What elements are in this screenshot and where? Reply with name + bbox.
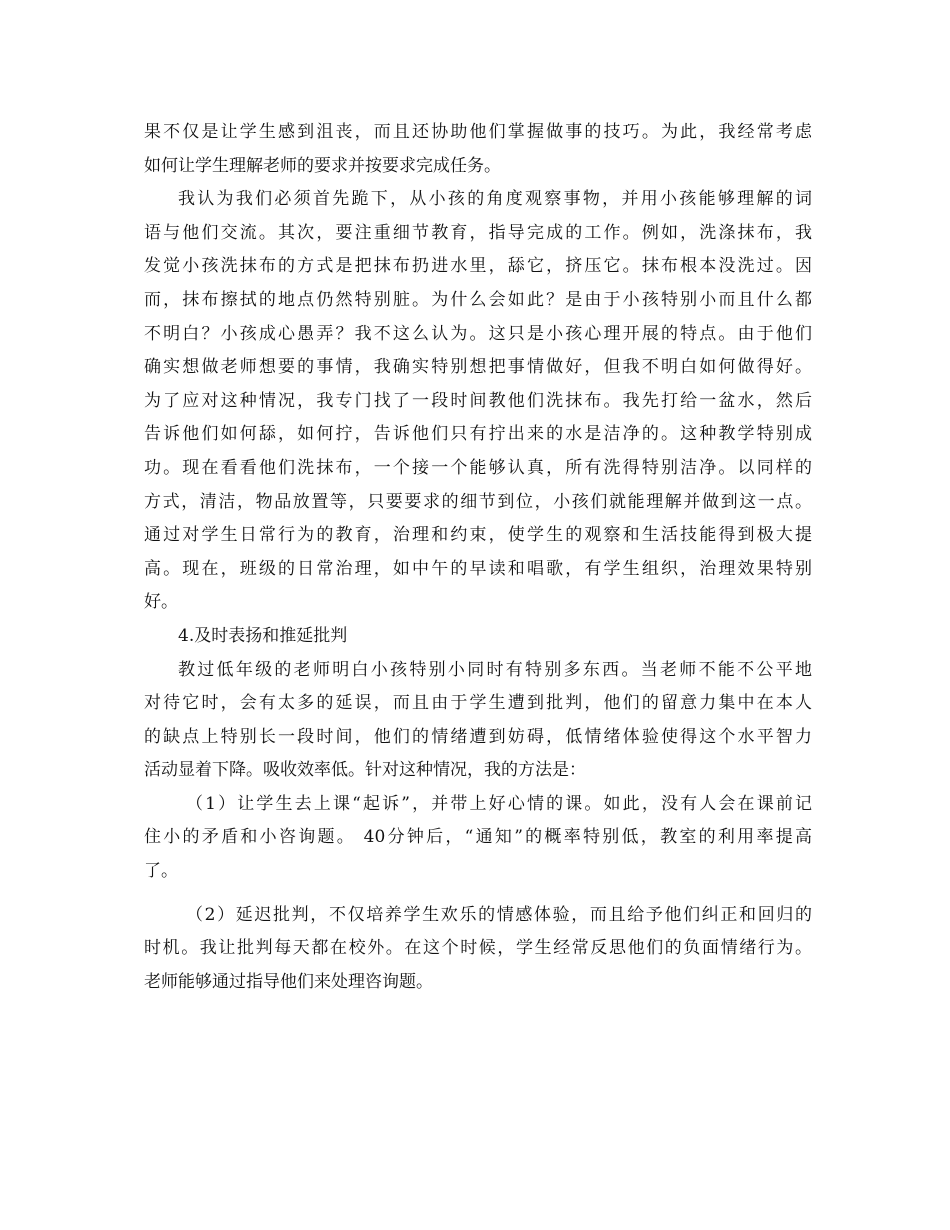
- text-line: 方式，清洁，物品放置等，只要要求的细节到位，小孩们就能理解并做到这一点。: [144, 491, 812, 512]
- text-line: 通过对学生日常行为的教育，治理和约束，使学生的观察和生活技能得到极大提: [144, 525, 812, 546]
- text-line: 对待它时，会有太多的延误，而且由于学生遭到批判，他们的留意力集中在本人: [144, 693, 812, 714]
- section-heading: 4.及时表扬和推延批判: [178, 625, 348, 646]
- text-line: 告诉他们如何舔，如何拧，告诉他们只有拧出来的水是洁净的。这种教学特别成: [144, 424, 812, 445]
- text-line: 确实想做老师想要的事情，我确实特别想把事情做好，但我不明白如何做得好。: [144, 357, 812, 378]
- document-body: [144, 116, 812, 999]
- text-line: 了。: [144, 861, 178, 882]
- text-line: 发觉小孩洗抹布的方式是把抹布扔进水里，舔它，挤压它。抹布根本没洗过。因: [144, 256, 812, 277]
- text-line: 时机。我让批判每天都在校外。在这个时候，学生经常反思他们的负面情绪行为。: [144, 938, 812, 959]
- text-line: 如何让学生理解老师的要求并按要求完成任务。: [144, 155, 501, 176]
- text-line: 的缺点上特别长一段时间，他们的情绪遭到妨碍，低情绪体验使得这个水平智力: [144, 726, 812, 747]
- text-line: 功。现在看看他们洗抹布，一个接一个能够认真，所有洗得特别洁净。以同样的: [144, 457, 812, 478]
- text-line: 语与他们交流。其次，要注重细节教育，指导完成的工作。例如，洗涤抹布，我: [144, 222, 812, 243]
- text-line: 住小的矛盾和小咨询题。 40分钟后，“通知”的概率特别低，教室的利用率提高: [144, 827, 812, 848]
- text-line: 老师能够通过指导他们来处理咨询题。: [144, 971, 433, 992]
- spacer: [144, 889, 812, 899]
- text-line: 果不仅是让学生感到沮丧，而且还协助他们掌握做事的技巧。为此，我经常考虑: [144, 122, 812, 142]
- paragraph-start-line: 我认为我们必须首先跪下，从小孩的角度观察事物，并用小孩能够理解的词: [178, 189, 812, 210]
- text-line: 活动显着下降。吸收效率低。针对这种情况，我的方法是：: [144, 760, 586, 781]
- text-line: 好。: [144, 592, 178, 613]
- text-line: 而，抹布擦拭的地点仍然特别脏。为什么会如此？是由于小孩特别小而且什么都: [144, 289, 812, 310]
- text-line: 高。现在，班级的日常治理，如中午的早读和唱歌，有学生组织，治理效果特别: [144, 558, 812, 579]
- list-item-start-line: （1）让学生去上课“起诉”，并带上好心情的课。如此，没有人会在课前记: [186, 793, 812, 814]
- list-item-start-line: （2）延迟批判，不仅培养学生欢乐的情感体验，而且给予他们纠正和回归的: [186, 904, 812, 925]
- paragraph-start-line: 教过低年级的老师明白小孩特别小同时有特别多东西。当老师不能不公平地: [178, 659, 812, 680]
- text-line: 不明白？小孩成心愚弄？我不这么认为。这只是小孩心理开展的特点。由于他们: [144, 323, 812, 344]
- text-line: 为了应对这种情况，我专门找了一段时间教他们洗抹布。我先打给一盆水，然后: [144, 390, 812, 411]
